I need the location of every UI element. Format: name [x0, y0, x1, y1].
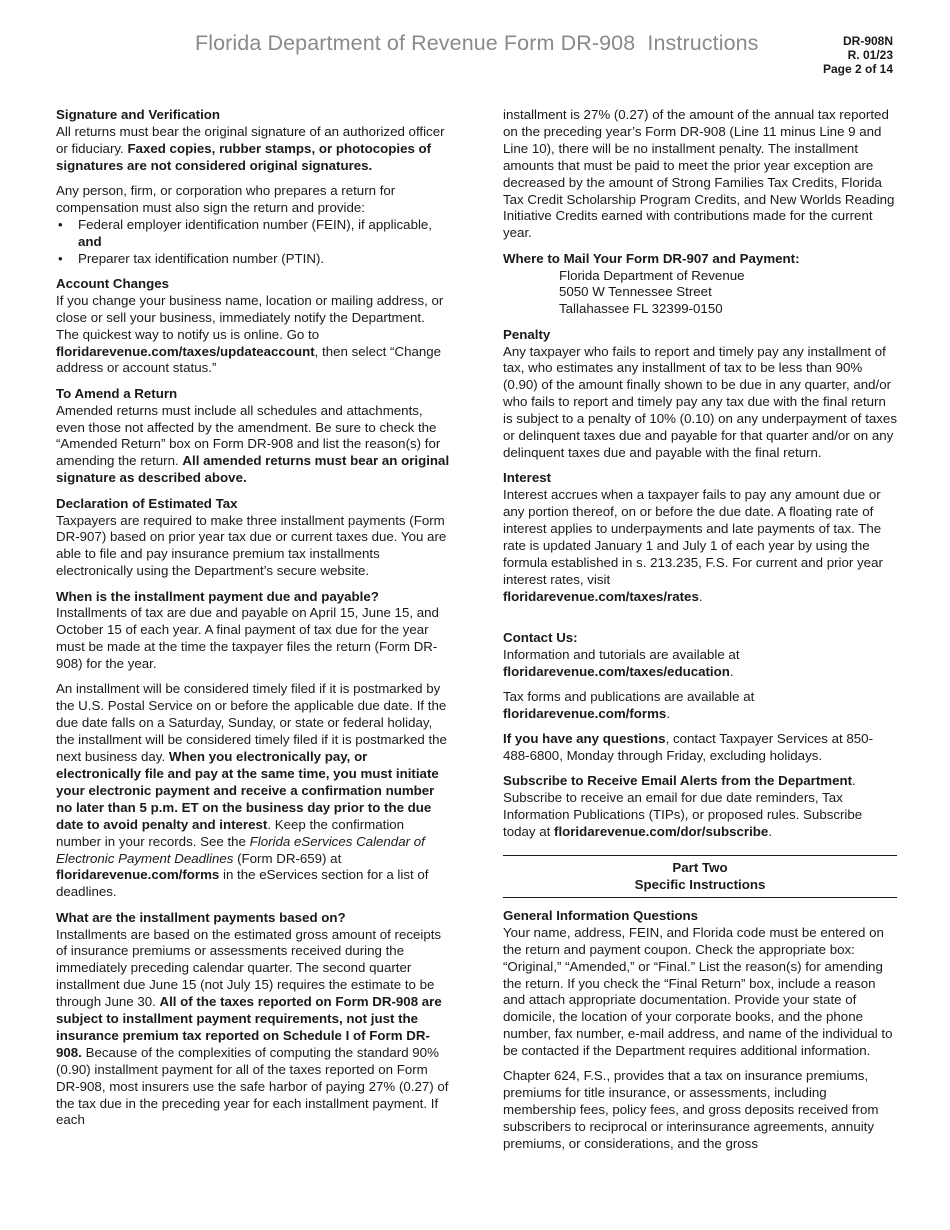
part-two-title: Part Two: [672, 860, 728, 876]
forms-text: Tax forms and publications are available at: [503, 689, 755, 705]
based-heading: What are the installment payments based on?: [56, 909, 346, 925]
timely-text-4: in the eServices section for a list of deadlines.: [56, 867, 429, 900]
section-based-on: [56, 910, 450, 1130]
general-heading: General Information Questions: [503, 907, 699, 923]
questions-text: , contact Taxpayer Services at 850-488-6800, Monday through Friday, excluding holidays.: [503, 731, 874, 764]
timely-paragraph: [56, 681, 450, 901]
subscribe-bold-text: Subscribe to Receive Email Alerts from the Department: [503, 773, 853, 789]
penalty-paragraph: Any taxpayer who fails to report and timely pay any installment of tax, who estimates any installment of tax to be less than 90% (0.90) of the amount finally shown to be due in any quarter, and/or who fails to report and timely pay any tax due with the final return is subject to a penalty of 10% (0.10) on any underpayment of taxes or delinquent taxes due and payable for that quarter and/or on any delinquent taxes due and payable with the final return.: [503, 343, 897, 460]
section-due: [56, 589, 450, 902]
chapter-paragraph: Chapter 624, F.S., provides that a tax on insurance premiums, premiums for title insurance, or assessments, including membership fees, policy fees, and gross deposits received from subscribers to reciprocal or interinsurance agreements, annuity premiums, or considerations, and the gross: [503, 1068, 879, 1152]
subscribe-paragraph: [503, 773, 897, 841]
education-link[interactable]: floridarevenue.com/taxes/education: [503, 663, 730, 679]
forms-period: .: [666, 705, 671, 721]
section-account-changes: [56, 276, 450, 377]
interest-paragraph: [503, 487, 897, 605]
due-heading: When is the installment payment due and payable?: [56, 588, 379, 604]
education-paragraph: [503, 647, 897, 681]
section-mail: [503, 251, 897, 319]
form-number: DR-908N: [842, 34, 893, 48]
education-text: Information and tutorials are available at: [503, 646, 740, 662]
education-period: .: [729, 663, 734, 679]
estimated-paragraph: Taxpayers are required to make three installment payments (Form DR-907) based on prior year tax due or current taxes due. You are able to file and pay insurance premium tax installments electronically using the Department’s secure website.: [56, 512, 447, 579]
left-column: [56, 107, 450, 1138]
timely-text-2: . Keep the confirmation number in your records. See the: [56, 816, 405, 849]
address-line: Florida Department of Revenue: [559, 267, 745, 283]
account-heading: Account Changes: [56, 275, 170, 291]
account-text-end: , then select “Change address or account status.”: [56, 343, 442, 376]
signature-bold-text: Faxed copies, rubber stamps, or photocopies of signatures are not considered original signatures.: [56, 140, 432, 173]
based-text: Installments are based on the estimated gross amount of receipts of insurance premiums or assessments received during the immediately preceding calendar quarter. The second quarter installment due June 15 (not July 15) requires the estimate to be through June 30.: [56, 926, 442, 1010]
subscribe-link[interactable]: floridarevenue.com/dor/subscribe: [554, 824, 769, 840]
subscribe-text: . Subscribe to receive an email for due date reminders, Tax Information Publications (TIPs), or proposed rules. Subscribe today at: [503, 773, 863, 840]
list-item: [56, 217, 450, 251]
section-penalty: [503, 327, 897, 462]
signature-paragraph: [56, 124, 450, 175]
amend-text: Amended returns must include all schedules and attachments, even those not affected by the amendment. Be sure to check the “Amended Return” box on Form DR-908 and list the reason(s) for amending the return.: [56, 402, 441, 469]
questions-bold-text: If you have any questions: [503, 731, 666, 747]
forms-paragraph: [503, 689, 897, 723]
contact-heading: Contact Us:: [503, 629, 578, 645]
due-paragraph: Installments of tax are due and payable on April 15, June 15, and October 15 of each year. A final payment of tax due for the year must be made at the time the taxpayer files the return (Form DR-908) for the year.: [56, 605, 439, 672]
section-estimated-tax: [56, 496, 450, 581]
interest-text: Interest accrues when a taxpayer fails to pay any amount due or any portion thereof, on or before the due date. A floating rate of interest applies to underpayments and late payments of tax. The rate is updated January 1 and July 1 of each year by using the formula established in s. 213.235, F.S. For current and prior year interest rates, visit: [503, 487, 883, 587]
calendar-title: Florida eServices Calendar of Electronic Payment Deadlines: [56, 833, 425, 866]
page-title: Florida Department of Revenue Form DR-908 Instructions: [195, 31, 759, 55]
section-interest: [503, 470, 897, 605]
list-item: • Preparer tax identification number (PTIN).: [56, 251, 450, 268]
section-signature: [56, 107, 450, 268]
form-revision: R. 01/23: [847, 48, 893, 62]
based-bold-text: All of the taxes reported on Form DR-908 are subject to installment payment requirements, not just the insurance premium tax reported on Schedule I of Form DR-908.: [56, 994, 442, 1060]
mail-heading: Where to Mail Your Form DR-907 and Payment:: [503, 250, 800, 266]
based-paragraph: [56, 927, 450, 1130]
part-two-banner: [503, 855, 897, 898]
based-text-2: Because of the complexities of computing the standard 90% (0.90) installment payment for all of the taxes reported on Form DR-908, most insurers use the safe harbor of paying 27% (0.27) of the tax due in the preceding year for each installment payment. If each: [56, 1044, 449, 1128]
rates-link[interactable]: floridarevenue.com/taxes/rates: [503, 588, 699, 604]
section-contact: [503, 630, 897, 841]
section-amend: [56, 386, 450, 487]
fein-text: Federal employer identification number (FEIN), if applicable,: [78, 216, 433, 232]
continuation-paragraph: installment is 27% (0.27) of the amount of the annual tax reported on the preceding year’s Form DR-908 (Line 11 minus Line 9 and Line 10), there will be no installment penalty. The installment amounts that must be paid to meet the prior year exception are decreased by the amount of Strong Families Tax Credits, Florida Tax Credit Scholarship Program Credits, and New Worlds Reading Initiative Credits earned with contributions made for the current year.: [503, 107, 895, 241]
address-line: 5050 W Tennessee Street: [559, 284, 712, 300]
amend-bold-text: All amended returns must bear an original signature as described above.: [56, 453, 450, 486]
page-number: Page 2 of 14: [822, 62, 893, 76]
section-general-info: [503, 908, 897, 1153]
signature-heading: Signature and Verification: [56, 107, 221, 122]
forms-link[interactable]: floridarevenue.com/forms: [56, 867, 220, 883]
timely-bold-text: When you electronically pay, or electronically file and pay at the same time, you must initiate your electronic payment and receive a confirmation number no later than 5 p.m. ET on the business day prior to the due date to avoid penalty and interest: [56, 749, 439, 832]
and-text: and: [78, 233, 102, 249]
amend-paragraph: [56, 403, 450, 488]
interest-heading: Interest: [503, 470, 552, 486]
update-account-link[interactable]: floridarevenue.com/taxes/updateaccount: [56, 343, 315, 359]
signature-text: All returns must bear the original signature of an authorized officer or fiduciary.: [56, 123, 445, 156]
account-paragraph: [56, 293, 450, 378]
address-line: Tallahassee FL 32399-0150: [559, 301, 723, 317]
timely-text: An installment will be considered timely filed if it is postmarked by the U.S. Postal Service on or before the applicable due date. If the due date falls on a Saturday, Sunday, or state or federal holiday, the installment will be considered timely filed if it is postmarked the next business day.: [56, 681, 447, 765]
general-paragraph: Your name, address, FEIN, and Florida code must be entered on the return and payment coupon. Check the appropriate box: “Original,” “Amended,” or “Final.” List the reason(s) for amending the return. If you check the “Final Return” box, include a reason and attach appropriate documentation. Provide your state of domicile, the location of your corporate books, and the phone number, fax number, e-mail address, and name of the individual to be contacted if the Department requires additional information.: [503, 924, 893, 1059]
estimated-heading: Declaration of Estimated Tax: [56, 495, 238, 511]
form-identifier: [823, 34, 893, 76]
spacer: [503, 614, 897, 630]
forms-publications-link[interactable]: floridarevenue.com/forms: [503, 705, 667, 721]
amend-heading: To Amend a Return: [56, 385, 178, 401]
questions-paragraph: [503, 731, 897, 765]
timely-text-3: (Form DR-659) at: [233, 850, 342, 866]
mailing-address: [503, 268, 897, 319]
preparer-paragraph: Any person, firm, or corporation who prepares a return for compensation must also sign the return and provide:: [56, 183, 396, 215]
subscribe-period: .: [768, 824, 773, 840]
account-text: If you change your business name, location or mailing address, or close or sell your business, immediately notify the Department. The quickest way to notify us is online. Go to: [56, 292, 444, 342]
part-two-subtitle: Specific Instructions: [634, 876, 766, 892]
right-column: [503, 107, 897, 1161]
penalty-heading: Penalty: [503, 326, 551, 342]
interest-period: .: [698, 588, 703, 604]
preparer-list: [56, 217, 450, 268]
